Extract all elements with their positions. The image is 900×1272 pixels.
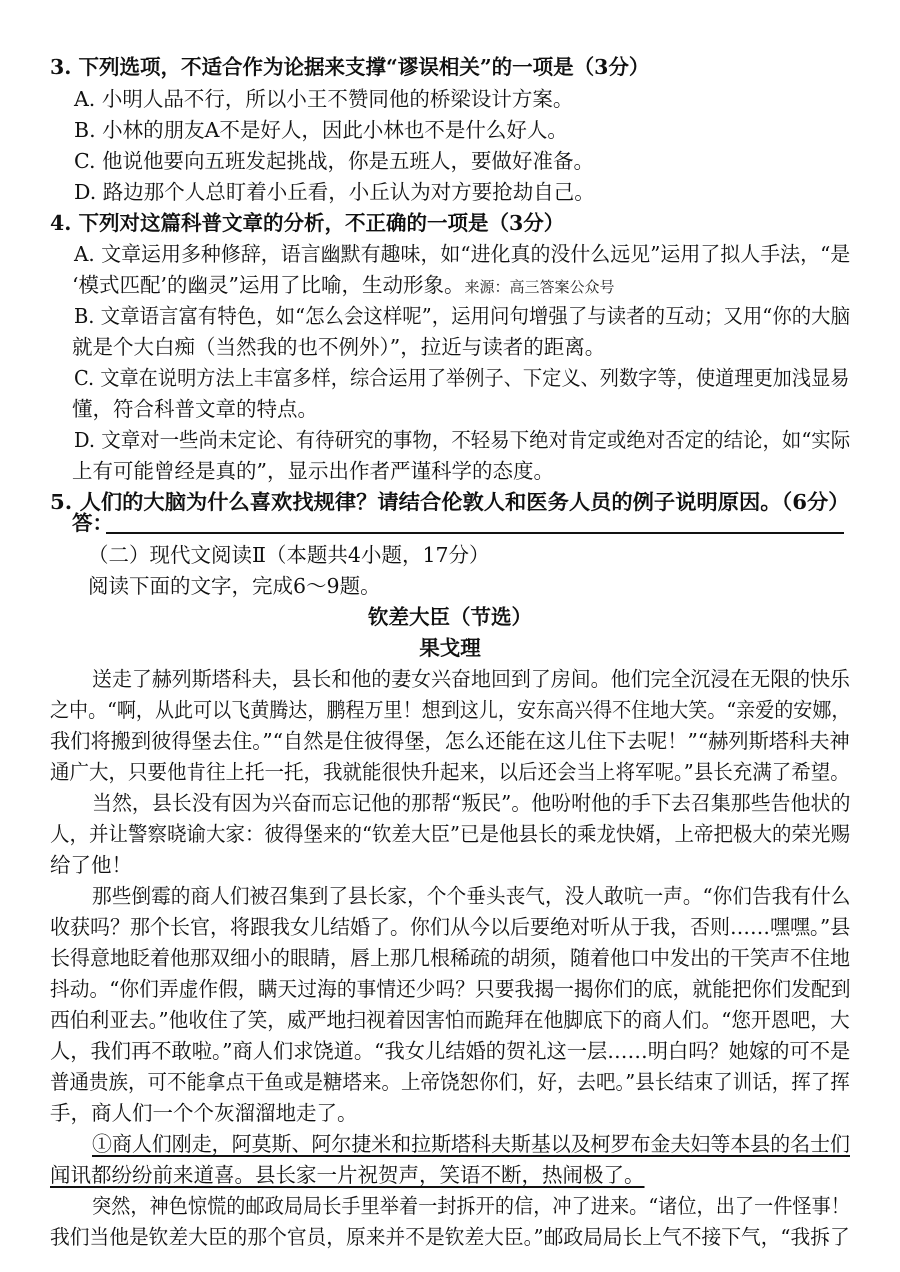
question-3-option-d: D. 路边那个人总盯着小丘看，小丘认为对方要抢劫自己。 — [74, 180, 595, 204]
p5-line2: 我们当他是钦差大臣的那个官员，原来并不是钦差大臣。”邮政局局长上气不接下气，“我拆了 — [50, 1225, 850, 1249]
p3-line7: 普通贵族，可不能拿点干鱼或是糖塔来。上帝饶恕你们，好，去吧。”县长结束了训话，挥了挥 — [50, 1070, 850, 1094]
question-4-option-a-line2: ‘模式匹配’的幽灵”运用了比喻，生动形象。来源：高三答案公众号 — [72, 273, 615, 297]
question-4-option-d-line1: D. 文章对一些尚未定论、有待研究的事物，不轻易下绝对肯定或绝对否定的结论，如“实际 — [74, 428, 851, 452]
question-4-option-c-line1: C. 文章在说明方法上丰富多样，综合运用了举例子、下定义、列数字等，使道理更加浅显易 — [74, 366, 850, 390]
p3-line4: 抖动。“你们弄虚作假，瞒天过海的事情还少吗？只要我揭一揭你们的底，就能把你们发配到 — [50, 977, 851, 1001]
p1-line4: 通广大，只要他肯往上托一托，我就能很快升起来，以后还会当上将军呢。”县长充满了希望。 — [50, 760, 850, 784]
question-4-option-d-line2: 上有可能曾经是真的”，显示出作者严谨科学的态度。 — [72, 459, 554, 483]
article-author: 果戈理 — [419, 636, 481, 660]
p5-line1: 突然，神色惊慌的邮政局局长手里举着一封拆开的信，冲了进来。“诸位，出了一件怪事！ — [92, 1194, 850, 1218]
section-heading: （二）现代文阅读Ⅱ（本题共4小题，17分） — [88, 543, 490, 567]
question-3-stem: 3. 下列选项，不适合作为论据来支撑“谬误相关”的一项是（3分） — [50, 55, 650, 79]
p1-line2: 之中。“啊，从此可以飞黄腾达，鹏程万里！想到这儿，安东高兴得不住地大笑。“亲爱的安娜， — [50, 698, 851, 722]
p3-line6: 人，我们再不敢啦。”商人们求饶道。“我女儿结婚的贺礼这一层……明白吗？她嫁的可不是 — [50, 1039, 851, 1063]
p2-line1: 当然，县长没有因为兴奋而忘记他的那帮“叛民”。他吩咐他的手下去召集那些告他状的 — [92, 791, 851, 815]
section-instruction: 阅读下面的文字，完成6～9题。 — [88, 574, 381, 598]
p4-line1: ①商人们刚走，阿莫斯、阿尔捷米和拉斯塔科夫斯基以及柯罗布金夫妇等本县的名士们 — [92, 1132, 850, 1156]
question-5-stem: 5. 人们的大脑为什么喜欢找规律？请结合伦敦人和医务人员的例子说明原因。（6分） — [50, 490, 850, 514]
p3-line1: 那些倒霉的商人们被召集到了县长家，个个垂头丧气，没人敢吭一声。“你们告我有什么 — [92, 884, 851, 908]
question-3-option-a: A. 小明人品不行，所以小王不赞同他的桥梁设计方案。 — [74, 87, 574, 111]
question-3-option-b: B. 小林的朋友A不是好人，因此小林也不是什么好人。 — [74, 118, 568, 142]
question-4-option-a-line1: A. 文章运用多种修辞，语言幽默有趣味，如“进化真的没什么远见”运用了拟人手法，“是 — [74, 242, 851, 266]
source-watermark: 来源：高三答案公众号 — [464, 278, 615, 296]
p2-line3: 给了他！ — [50, 853, 132, 877]
question-4-option-b-line2: 就是个大白痴（当然我的也不例外）”，拉近与读者的距离。 — [72, 335, 606, 359]
p2-line2: 人，并让警察晓谕大家：彼得堡来的“钦差大臣”已是他县长的乘龙快婿，上帝把极大的荣光赐 — [50, 822, 850, 846]
p4-line2: 闻讯都纷纷前来道喜。县长家一片祝贺声，笑语不断，热闹极了。 — [50, 1163, 645, 1187]
p1-line3: 我们将搬到彼得堡去住。”“自然是住彼得堡，怎么还能在这儿住下去呢！”“赫列斯塔科夫神 — [50, 729, 850, 753]
p3-line8: 手，商人们一个个灰溜溜地走了。 — [50, 1101, 358, 1125]
p3-line2: 收获吗？那个长官，将跟我女儿结婚了。你们从今以后要绝对听从于我，否则……嘿嘿。”县 — [50, 915, 851, 939]
article-title: 钦差大臣（节选） — [368, 605, 532, 629]
answer-label: 答： — [72, 511, 113, 535]
p3-line5: 西伯利亚去。”他收住了笑，威严地扫视着因害怕而跪拜在他脚底下的商人们。“您开恩吧，大 — [50, 1008, 850, 1032]
question-3-option-c: C. 他说他要向五班发起挑战，你是五班人，要做好准备。 — [74, 149, 594, 173]
question-4-stem: 4. 下列对这篇科普文章的分析，不正确的一项是（3分） — [50, 211, 565, 235]
question-4-option-b-line1: B. 文章语言富有特色，如“怎么会这样呢”，运用问句增强了与读者的互动；又用“你的大脑 — [74, 304, 851, 328]
question-4-option-c-line2: 懂，符合科普文章的特点。 — [72, 397, 318, 421]
p3-line3: 长得意地眨着他那双细小的眼睛，唇上那几根稀疏的胡须，随着他口中发出的干笑声不住地 — [50, 946, 850, 970]
p1-line1: 送走了赫列斯塔科夫，县长和他的妻女兴奋地回到了房间。他们完全沉浸在无限的快乐 — [92, 667, 850, 691]
answer-line[interactable] — [106, 532, 844, 534]
